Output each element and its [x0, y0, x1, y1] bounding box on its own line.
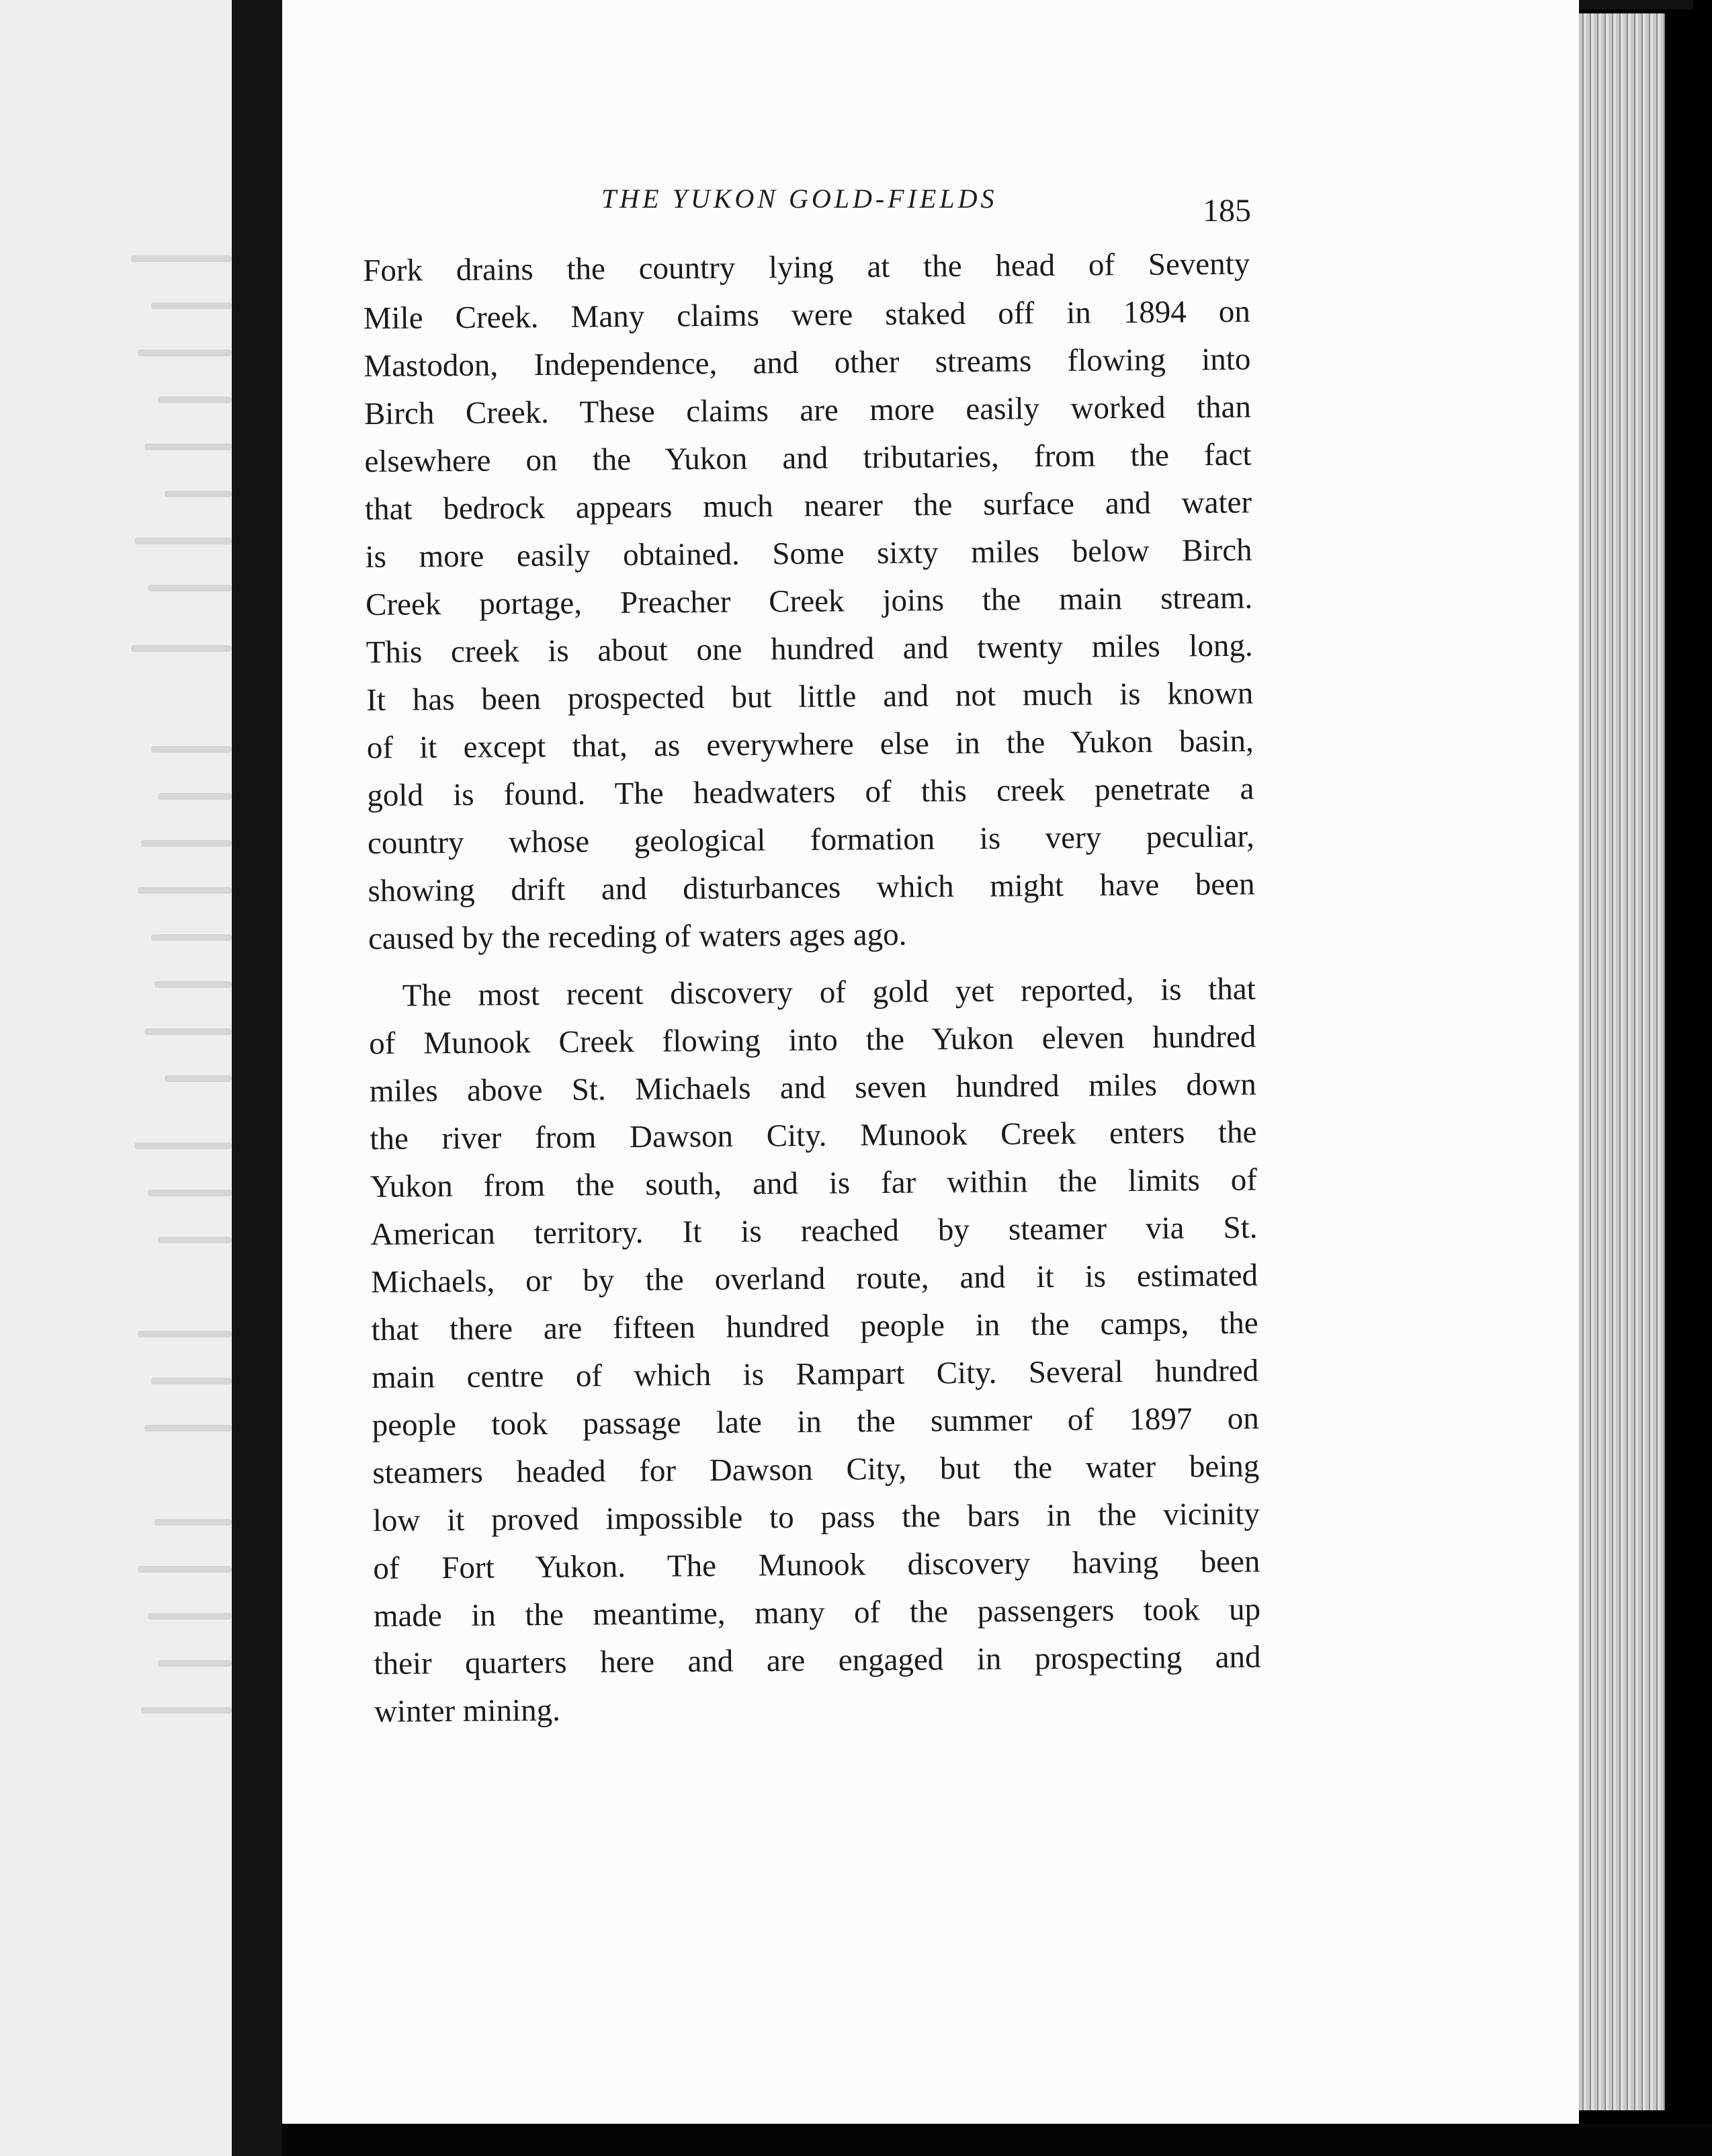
paragraph	[363, 241, 1255, 963]
text-line: winter mining.	[374, 1692, 561, 1729]
show-through-mark	[148, 585, 232, 591]
show-through-mark	[158, 1660, 232, 1667]
text-line: miles above St. Michaels and seven hundred miles down	[369, 1067, 1257, 1109]
text-line: elsewhere on the Yukon and tributaries, from the fact	[364, 437, 1252, 479]
text-line: of Munook Creek flowing into the Yukon eleven hundred	[369, 1019, 1256, 1061]
body-text	[363, 241, 1261, 1736]
show-through-mark	[151, 1378, 232, 1384]
text-line: American territory. It is reached by steamer via St.	[370, 1210, 1258, 1252]
text-line: country whose geological formation is very peculiar,	[367, 819, 1255, 861]
text-line: This creek is about one hundred and twenty miles long.	[366, 628, 1253, 670]
show-through-mark	[141, 840, 232, 847]
show-through-mark	[131, 645, 232, 652]
text-line: the river from Dawson City. Munook Creek enters the	[370, 1114, 1257, 1157]
show-through-mark	[155, 981, 232, 988]
page-fore-edge	[1579, 13, 1665, 2110]
text-line: showing drift and disturbances which might have been	[368, 866, 1255, 909]
show-through-mark	[144, 444, 232, 450]
show-through-mark	[151, 302, 232, 309]
show-through-mark	[138, 349, 232, 356]
show-through-mark	[155, 1519, 232, 1526]
page-number: 185	[1203, 193, 1251, 229]
text-line: low it proved impossible to pass the bars in the vicinity	[372, 1496, 1260, 1538]
show-through-mark	[165, 491, 232, 497]
text-line: It has been prospected but little and not much is known	[366, 675, 1254, 718]
show-through-mark	[134, 1143, 232, 1149]
show-through-mark	[144, 1028, 232, 1035]
text-line: of Fort Yukon. The Munook discovery having been	[373, 1544, 1260, 1586]
text-line: is more easily obtained. Some sixty miles below Birch	[365, 532, 1252, 575]
text-line: Fork drains the country lying at the head of Seventy	[363, 246, 1250, 288]
text-line: main centre of which is Rampart City. Several hundred	[372, 1353, 1259, 1395]
show-through-mark	[144, 1425, 232, 1432]
book-gutter	[232, 0, 282, 2156]
show-through-mark	[151, 934, 232, 941]
text-line: that there are fifteen hundred people in the camps, the	[371, 1305, 1258, 1348]
text-line: caused by the receding of waters ages ago.	[368, 917, 907, 956]
text-line: Michaels, or by the overland route, and it is estimated	[370, 1257, 1258, 1300]
text-line: steamers headed for Dawson City, but the water being	[372, 1448, 1260, 1491]
text-line: Creek portage, Preacher Creek joins the main stream.	[365, 580, 1253, 622]
show-through-mark	[158, 793, 232, 800]
text-line: people took passage late in the summer of 1897 on	[372, 1401, 1259, 1443]
show-through-mark	[158, 397, 232, 403]
show-through-mark	[134, 538, 232, 544]
text-line: that bedrock appears much nearer the surface and water	[364, 485, 1252, 527]
show-through-mark	[131, 255, 232, 262]
show-through-mark	[158, 1237, 232, 1243]
text-line: their quarters here and are engaged in prospecting and	[374, 1639, 1261, 1682]
facing-page	[0, 0, 232, 2156]
text-line: made in the meantime, many of the passengers took up	[373, 1591, 1261, 1634]
show-through-mark	[138, 887, 232, 894]
show-through-mark	[148, 1190, 232, 1196]
text-line: of it except that, as everywhere else in the Yukon basin,	[366, 723, 1254, 765]
show-through-mark	[148, 1613, 232, 1620]
text-line: Mile Creek. Many claims were staked off in 1894 on	[363, 294, 1250, 336]
running-head: THE YUKON GOLD-FIELDS	[601, 183, 998, 214]
show-through-mark	[165, 1075, 232, 1082]
show-through-mark	[138, 1331, 232, 1337]
show-through-mark	[151, 746, 232, 753]
show-through-mark	[141, 1707, 232, 1714]
text-line: Mastodon, Independence, and other streams flowing into	[363, 341, 1251, 384]
show-through-mark	[138, 1566, 232, 1573]
scan-border-bottom	[282, 2124, 1712, 2156]
text-line: gold is found. The headwaters of this creek penetrate a	[367, 771, 1254, 813]
text-line: The most recent discovery of gold yet reported, is that	[402, 971, 1256, 1013]
text-line: Birch Creek. These claims are more easily worked than	[363, 389, 1252, 431]
text-line: Yukon from the south, and is far within the limits of	[370, 1162, 1258, 1204]
paragraph	[368, 966, 1261, 1736]
